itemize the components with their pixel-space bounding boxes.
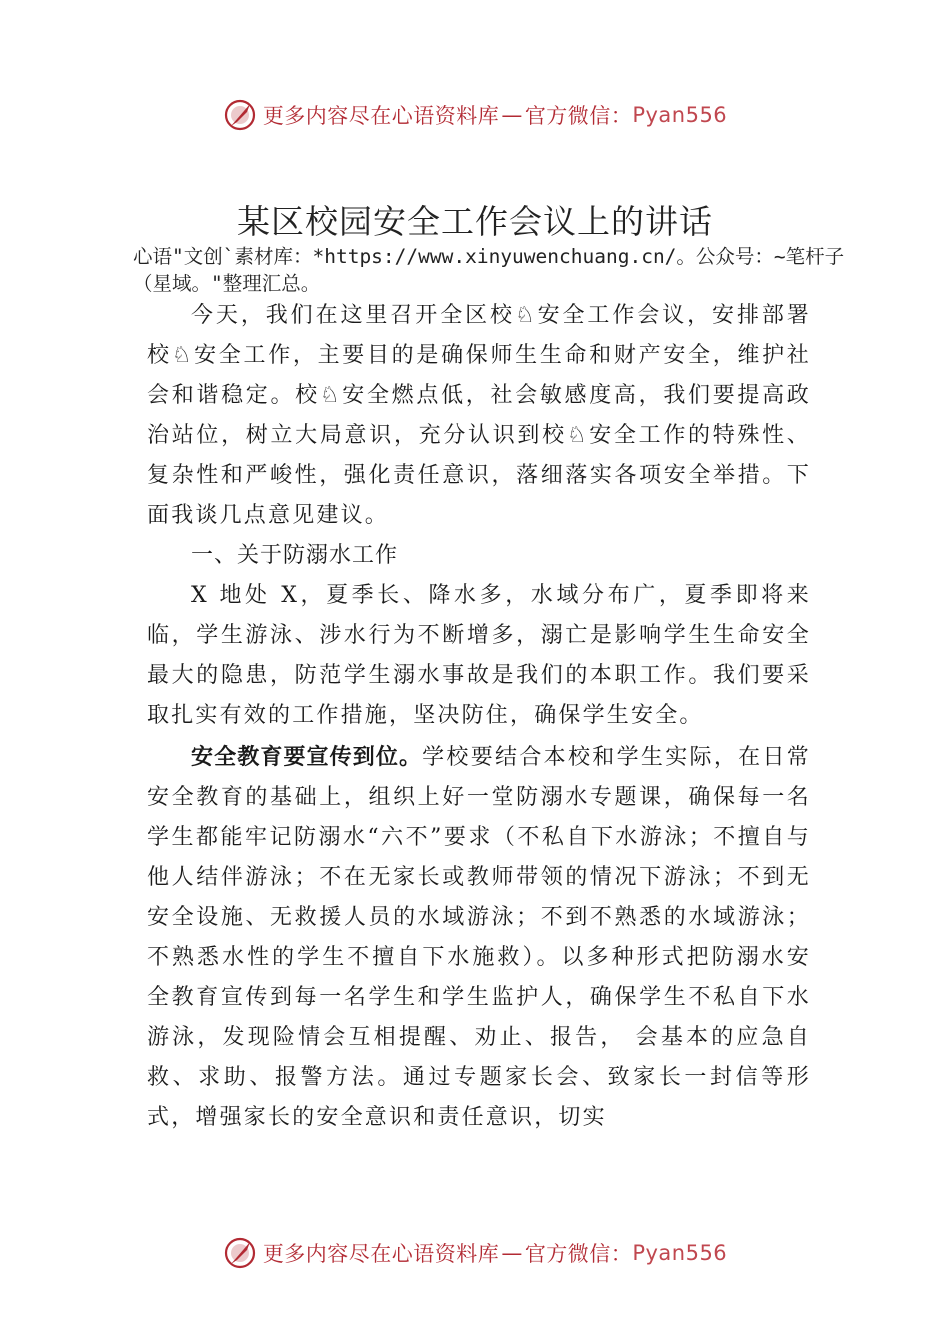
banner-text: 更多内容尽在心语资料库 [262, 104, 500, 128]
intro-paragraph: 今天，我们在这里召开全区校♘安全工作会议，安排部署校♘安全工作，主要目的是确保师生生命和财产安全，维护社会和谐稳定。校♘安全燃点低，社会敏感度高，我们要提高政治站位，树立大局意识，充分认识到校♘安全工作的特殊性、复杂性和严峻性，强化责任意识，落细落实各项安全举措。下面我谈几点意见建议。 [147, 303, 811, 528]
banner-contact-handle: Pyan556 [632, 1241, 728, 1265]
banner-contact-label: 官方微信： [524, 1242, 633, 1266]
banner-separator: — [501, 103, 523, 127]
banner-text: 更多内容尽在心语资料库 [262, 1242, 500, 1266]
point-lead-education: 安全教育要宣传到位。 [191, 745, 423, 770]
point-paragraph-education [147, 738, 811, 1138]
document-body [147, 296, 811, 1138]
source-line: 心语"文创`素材库：*https://www.xinyuwenchuang.cn/。公众号：~笔杆子（星域。"整理汇总。 [133, 245, 845, 295]
section-heading-drowning: 一、关于防溺水工作 [191, 543, 399, 568]
quill-seal-logo-icon [223, 98, 257, 132]
banner-contact-handle: Pyan556 [632, 103, 728, 127]
section-paragraph-drowning: X 地处 X，夏季长、降水多，水域分布广，夏季即将来临，学生游泳、涉水行为不断增多，溺亡是影响学生生命安全最大的隐患，防范学生溺水事故是我们的本职工作。我们要采取扎实有效的工作措施，坚决防住，确保学生安全。 [147, 583, 811, 728]
document-title: 某区校园安全工作会议上的讲话 [237, 202, 713, 241]
banner-separator: — [501, 1241, 523, 1265]
quill-seal-logo-icon [223, 1236, 257, 1270]
point-text-education: 学校要结合本校和学生实际，在日常安全教育的基础上，组织上好一堂防溺水专题课，确保每一名学生都能牢记防溺水“六不”要求（不私自下水游泳；不擅自与他人结伴游泳；不在无家长或教师带领的情况下游泳；不到无安全设施、无救援人员的水域游泳；不到不熟悉的水域游泳；不熟悉水性的学生不擅自下水施救）。以多种形式把防溺水安全教育宣传到每一名学生和学生监护人，确保学生不私自下水游泳，发现险情会互相提醒、劝止、报告， 会基本的应急自救、求助、报警方法。通过专题家长会、致家长一封信等形式，增强家长的安全意识和责任意识，切实 [147, 745, 811, 1130]
header-watermark-banner [0, 95, 950, 135]
banner-contact-label: 官方微信： [524, 104, 633, 128]
footer-watermark-banner [0, 1233, 950, 1273]
